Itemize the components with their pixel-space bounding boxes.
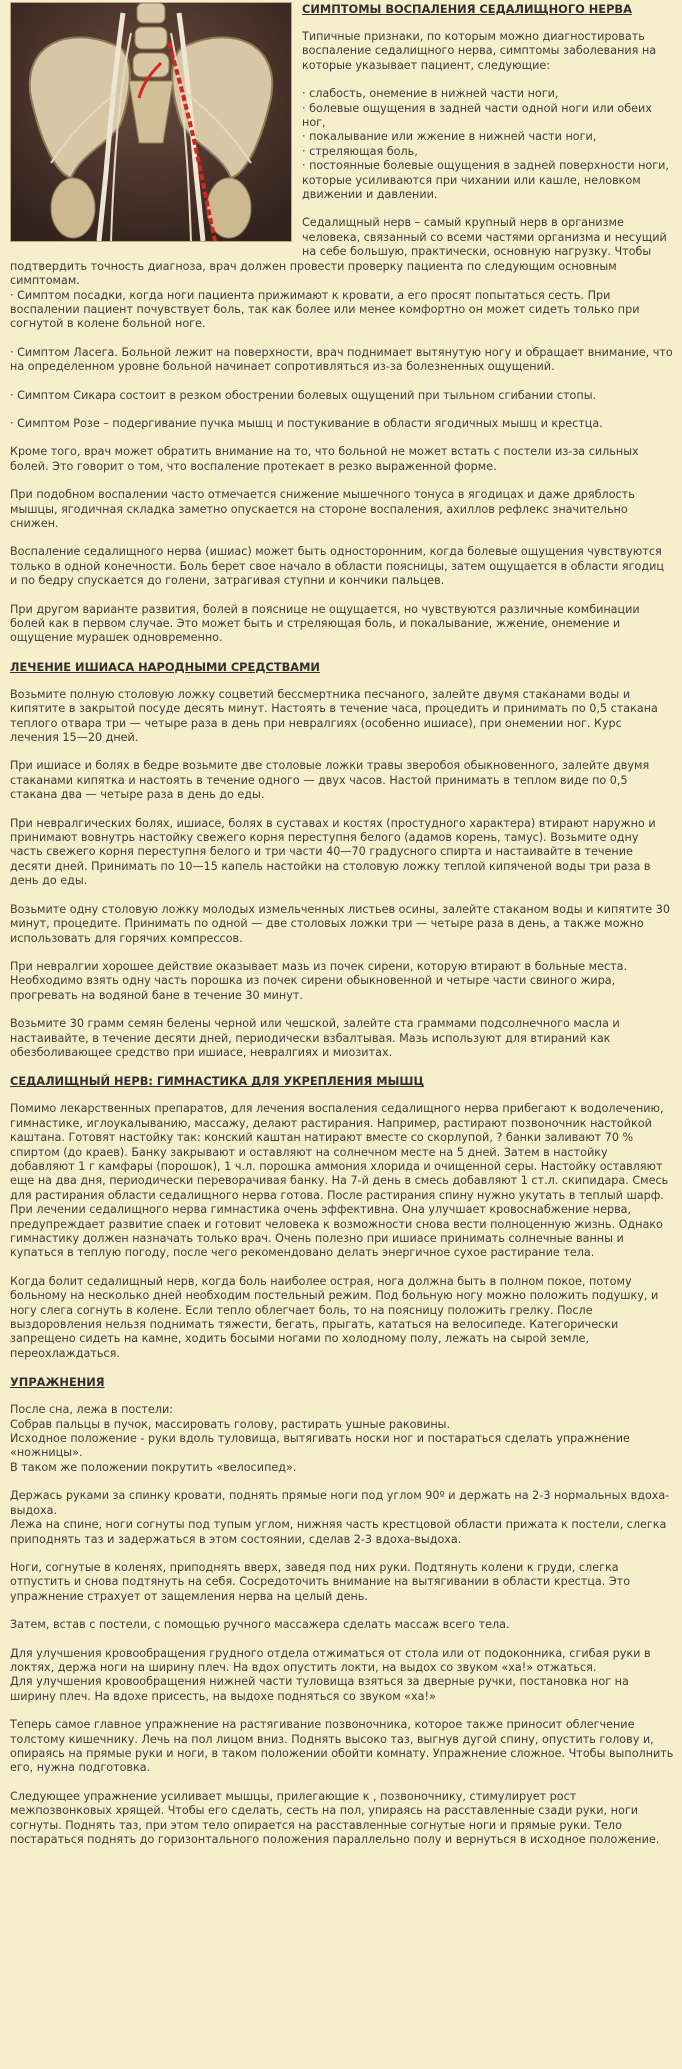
paragraph: Держась руками за спинку кровати, поднять прямые ноги под углом 90º и держать на 2-3 нормальных вдоха-выдоха. <box>10 1489 670 1517</box>
paragraph: Когда болит седалищный нерв, когда боль наиболее острая, нога должна быть в полном покое, потому больному на несколько дней необходим постельный режим. Под больную ногу можно положить подушку, и ногу слега согнуть в колене. Если тепло облегчает боль, то на поясницу положить грелку. После выздоровления нельзя поднимать тяжести, бегать, прыгать, кататься на велосипеде. Категорически запрещено сидеть на камне, ходить босыми ногами по холодному полу, лежать на сырой земле, переохлаждаться. <box>10 1274 659 1360</box>
paragraph: · Симптом посадки, когда ноги пациента прижимают к кровати, а его просят попытаться сесть. При воспалении пациент почувствует боль, так как более или менее комфортно он может сидеть только при согнутой в колене больной ноге. <box>10 288 640 331</box>
paragraph: Для улучшения кровообращения нижней части туловища взяться за дверные ручки, постановка ног на ширину плеч. На вдохе присесть, на выдохе подняться со звуком «ха!» <box>10 1675 629 1703</box>
paragraph: · Симптом Ласега. Больной лежит на поверхности, врач поднимает вытянутую ногу и обращает внимание, что на определенном уровне больной начинает сопротивляться из-за болезненных ощущений. <box>10 345 673 374</box>
line: После сна, лежа в постели: <box>10 1403 174 1417</box>
paragraph: Теперь самое главное упражнение на растягивание позвоночника, которое также приносит облегчение толстому кишечнику. Лечь на пол лицом вниз. Поднять высоко таз, выгнув дугой спину, опустить голову и, опираясь на прямые руки и ноги, в таком положении обойти комнату. Упражнение сложное. Чтобы выполнить его, нужна подготовка. <box>10 1718 674 1775</box>
paragraph: Седалищный нерв – самый крупный нерв в организме человека, связанный со всеми частями организма и несущий на себе большую, практически, основную нагрузку. Чтобы подтвердить точность диагноза, врач должен провести проверку пациента по следующим основным симптомам. <box>10 216 667 288</box>
symptom-item: · стреляющая боль, <box>302 144 418 158</box>
heading-symptoms: СИМПТОМЫ ВОСПАЛЕНИЯ СЕДАЛИЩНОГО НЕРВА <box>302 2 632 16</box>
heading-folk-remedies: ЛЕЧЕНИЕ ИШИАСА НАРОДНЫМИ СРЕДСТВАМИ <box>10 659 320 674</box>
exercise-lines <box>10 1403 674 1475</box>
sciatic-nerve-image <box>11 3 291 241</box>
paragraph: Лежа на спине, ноги согнуты под тупым углом, нижняя часть крестцовой области прижата к постели, слегка приподнять таз и задержаться в этом состоянии, сделав 2-3 вдоха-выдоха. <box>10 1518 667 1546</box>
symptom-item: · покалывание или жжение в нижней части ноги, <box>302 130 597 144</box>
paragraph: Возьмите 30 грамм семян белены черной или чешской, залейте ста граммами подсолнечного масла и настаивайте, в течение десяти дней, периодически взбалтывая. Мазь используют для втираний как обезболивающее средство при ишиасе, невралгиях и миозитах. <box>10 1017 620 1059</box>
heading-exercises: УПРАЖНЕНИЯ <box>10 1375 105 1390</box>
paragraph: Воспаление седалищного нерва (ишиас) может быть односторонним, когда болевые ощущения чувствуются только в одной конечности. Боль берет свое начало в области поясницы, затем ощущается в области ягодиц и по бедру спускается до голени, затрагивая ступни и кончики пальцев. <box>10 545 664 588</box>
paragraph: Возьмите полную столовую ложку соцветий бессмертника песчаного, залейте двумя стаканами воды и кипятите в закрытой посуде десять минут. Настоять в течение часа, процедить и принимать по 0,5 стакана теплого отвара три — четыре раза в день при невралгиях (особенно ишиасе), при онемении ног. Курс лечения 15—20 дней. <box>10 687 658 745</box>
heading-gymnastics: СЕДАЛИЩНЫЙ НЕРВ: ГИМНАСТИКА ДЛЯ УКРЕПЛЕНИЯ МЫШЦ <box>10 1074 425 1089</box>
paragraph: Для улучшения кровообращения грудного отдела отжиматься от стола или от подоконника, сгибая руки в локтях, держа ноги на ширину плеч. На вдох опустить локти, на выдох со звуком «ха!» отжаться. <box>10 1646 651 1674</box>
paragraph: Ноги, согнутые в коленях, приподнять вверх, заведя под них руки. Подтянуть колени к груди, слегка отпустить и снова подтянуть на себя. Сосредоточить внимание на вытягивании в области крестца. Это упражнение страхует от защемления нерва на целый день. <box>10 1560 631 1603</box>
paragraph: Возьмите одну столовую ложку молодых измельченных листьев осины, залейте стаканом воды и кипятите 30 минут, процедите. Принимать по одной — две столовых ложки три — четыре раза в день, а также можно использовать для горячих компрессов. <box>10 902 670 945</box>
paragraph: · Симптом Розе – подергивание пучка мышц и постукивание в области ягодичных мышц и крестца. <box>10 416 603 430</box>
paragraph: Следующее упражнение усиливает мышцы, прилегающие к , позвоночнику, стимулирует рост межпозвонковых хрящей. Чтобы его сделать, сесть на пол, упираясь на расставленные сзади руки, ноги согнуты. Поднять таз, при этом тело опирается на расставленные согнутые ноги и прямые руки. Тело постараться поднять до горизонтального положения параллельно полу и вернуться в исходное положение. <box>10 1789 660 1846</box>
symptom-item: · слабость, онемение в нижней части ноги, <box>302 87 559 101</box>
paragraph: При невралгических болях, ишиасе, болях в суставах и костях (простудного характера) втирают наружно и принимают вовнутрь настойку свежего корня переступня белого (адамов корень, тамус). Возьмите одну часть свежего корня переступня белого и три части 40—70 градусного спирта и настаивайте в течение десяти дней. Принимать по 10—15 капель настойки на столовую ложку теплой кипяченой воды три раза в день до еды. <box>10 816 656 888</box>
line: Исходное положение - руки вдоль туловища, вытягивать носки ног и постараться сделать упражнение «ножницы». <box>10 1432 630 1460</box>
paragraph: При подобном воспалении часто отмечается снижение мышечного тонуса в ягодицах и даже дряблость мышцы, ягодичная складка заметно опускается на стороне воспаления, ахиллов рефлекс значительно снижен. <box>10 488 635 530</box>
line: Собрав пальцы в пучок, массировать голову, растирать ушные раковины. <box>10 1417 451 1431</box>
paragraph: При другом варианте развития, болей в пояснице не ощущается, но чувствуются различные комбинации болей как в первом случае. Это может быть и стреляющая боль, и покалывание, жжение, онемение и ощущение мурашек одновременно. <box>10 602 640 645</box>
paragraph: Кроме того, врач может обратить внимание на то, что больной не может встать с постели из-за сильных болей. Это говорит о том, что воспаление протекает в резко выраженной форме. <box>10 445 639 473</box>
symptom-item: · болевые ощущения в задней части одной ноги или обеих ног, <box>302 101 652 130</box>
anatomy-illustration <box>10 2 292 242</box>
paragraph: Помимо лекарственных препаратов, для лечения воспаления седалищного нерва прибегают к водолечению, гимнастике, иглоукалыванию, массажу, делают растирания. Например, растирают позвоночник настойкой каштана. Готовят настойку так: конский каштан натирают вместе со скорлупой, ? банки заливают 70 % спиртом (до краев). Банку закрывают и оставляют на солнечном месте на 5 дней. Затем в настойку добавляют 1 г камфары (порошок), 1 ч.л. порошка аммония хлорида и очищенной серы. Настойку оставляют еще на два дня, периодически переворачивая банку. На 7-й день в смесь добавляют 1 ст.л. скипидара. Смесь для растирания области седалищного нерва готова. После растирания спину нужно укутать в теплый шарф. При лечении седалищного нерва гимнастика очень эффективна. Она улучшает кровоснабжение нерва, предупреждает развитие спаек и готовит человека к возможности снова вести полноценную жизнь. Однако гимнастику должен назначать только врач. Очень полезно при ишиасе принимать солнечные ванны и купаться в теплую погоду, после чего рекомендовано делать энергичное сухое растирание тела. <box>10 1102 669 1260</box>
paragraph: При невралгии хорошее действие оказывает мазь из почек сирени, которую втирают в больные места. Необходимо взять одну часть порошка из почек сирени обыкновенной и четыре части свиного жира, прогревать на водяной бане в течение 30 минут. <box>10 959 628 1002</box>
paragraph: · Симптом Сикара состоит в резком обострении болевых ощущений при тыльном сгибании стопы. <box>10 388 597 402</box>
symptoms-intro: Типичные признаки, по которым можно диагностировать воспаление седалищного нерва, симптомы заболевания на которые указывает пациент, следующие: <box>302 30 657 72</box>
symptom-item: · постоянные болевые ощущения в задней поверхности ноги, которые усиливаются при чихании или кашле, неловком движении и давлении. <box>302 159 669 202</box>
paragraph: При ишиасе и болях в бедре возьмите две столовые ложки травы зверобоя обыкновенного, залейте двумя стаканами кипятка и настоять в течение одного — двух часов. Настой принимать в теплом виде по 0,5 стакана два — четыре раза в день до еды. <box>10 759 650 802</box>
line: В таком же положении покрутить «велосипед». <box>10 1460 297 1474</box>
paragraph: Затем, встав с постели, с помощью ручного массажера сделать массаж всего тела. <box>10 1618 510 1632</box>
